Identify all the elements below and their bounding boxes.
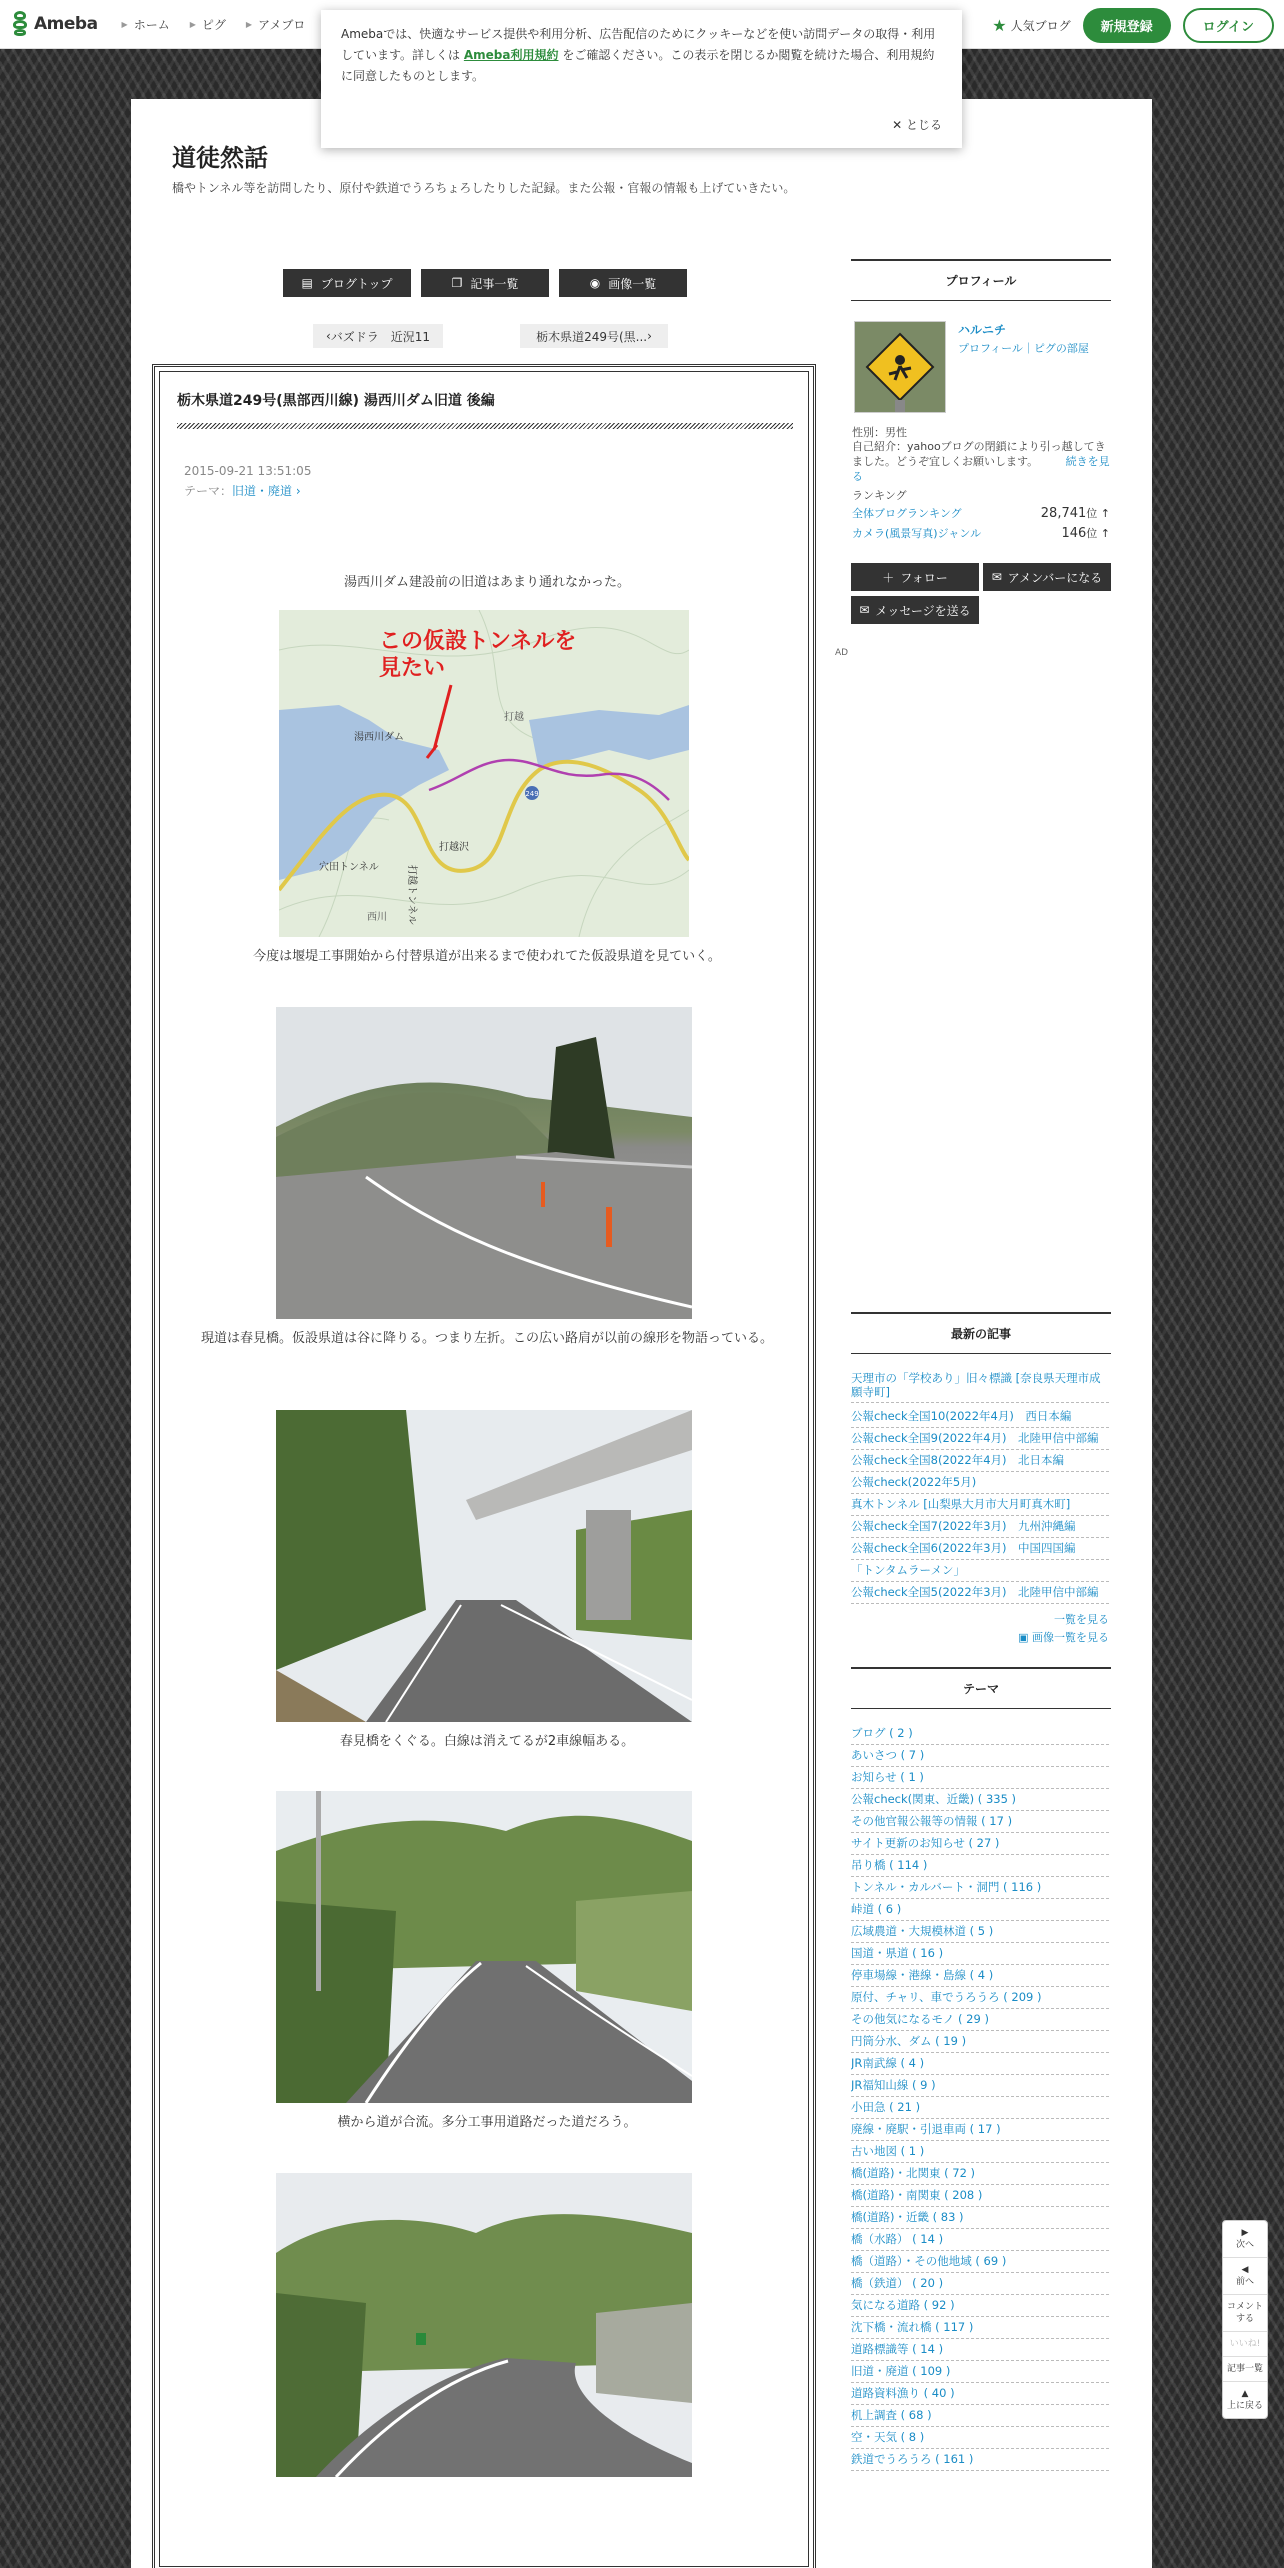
prev-label: 前へ [1235,2277,1254,2287]
chevron-left-icon: ‹ [325,329,331,343]
nav-ameblo-label: アメブロ [258,17,306,32]
recent-item[interactable]: 公報check全国10(2022年4月) 西日本編 [851,1406,1109,1428]
recent-all-link[interactable]: 一覧を見る [1054,1613,1109,1626]
theme-item[interactable]: 鉄道でうろうろ ( 161 ) [851,2449,1109,2471]
ranking-genre-value: 146 [1061,526,1087,541]
theme-item[interactable]: お知らせ ( 1 ) [851,1767,1109,1789]
article-theme [184,482,301,499]
profile-more-link[interactable]: 続きを見る [852,455,1110,483]
up-icon: ▲ [1241,2389,1249,2399]
ranking-overall: 全体ブログランキング 28,741位 ↑ [852,506,1110,521]
road-photo-2[interactable] [276,1410,692,1722]
chevron-right-icon: ▶ [189,19,196,29]
ameba-logo-icon [10,11,30,37]
amember-label: アメンバーになる [1007,570,1103,585]
photo-svg [276,1007,692,1319]
camera-icon: ◉ [589,276,601,290]
theme-item[interactable]: 橋(道路)・北関東 ( 72 ) [851,2163,1109,2185]
title-divider [177,423,793,429]
caption-1: 今度は堰堤工事開始から付替県道が出来るまで使われてた仮設県道を見ていく。 [253,949,721,964]
follow-button[interactable] [851,563,979,591]
blog-title[interactable]: 道徒然話 [172,144,268,172]
theme-item[interactable]: 沈下橋・流れ橋 ( 117 ) [851,2317,1109,2339]
article-date: 2015-09-21 13:51:05 [184,464,312,478]
photo-svg [276,1791,692,2103]
blog-top-label: ブログトップ [320,276,393,291]
chevron-right-icon: › [292,484,301,498]
recent-item[interactable]: 公報check全国5(2022年3月) 北陸甲信中部編 [851,1582,1109,1604]
mail-icon: ✉ [859,603,870,617]
theme-item[interactable]: 吊り橋 ( 114 ) [851,1855,1109,1877]
map-label-tunnel: 打越トンネル [406,865,417,925]
popular-blog-label: 人気ブログ [1010,19,1071,33]
message-button[interactable] [851,596,979,624]
map-svg [279,610,689,937]
blog-sheet [131,99,1152,2568]
theme-item[interactable]: 古い地図 ( 1 ) [851,2141,1109,2163]
recent-item[interactable]: 真木トンネル [山梨県大月市大月町真木町] [851,1494,1109,1516]
theme-item[interactable]: 机上調査 ( 68 ) [851,2405,1109,2427]
theme-item[interactable]: 橋(道路)・近畿 ( 83 ) [851,2207,1109,2229]
next-icon: ▶ [1241,2228,1249,2238]
document-icon: ▤ [301,276,313,290]
theme-item[interactable]: その他気になるモノ ( 29 ) [851,2009,1109,2031]
blog-top-button[interactable] [283,269,411,297]
profile-name[interactable]: ハルニチ [958,323,1007,337]
prev-article-label: バズドラ 近況11 [330,329,431,344]
nav-pigg[interactable] [190,16,226,33]
prev-button[interactable] [1223,2258,1267,2295]
article-list-label: 記事一覧 [470,276,519,291]
map-label-nishikawa: 西川 [367,912,387,923]
theme-item[interactable]: サイト更新のお知らせ ( 27 ) [851,1833,1109,1855]
route-number: 249 [525,790,539,798]
profile-avatar[interactable] [854,321,946,413]
map-label-dam: 湯西川ダム [354,732,404,743]
ranking-genre: カメラ(風景写真)ジャンル 146位 ↑ [852,526,1110,541]
amember-button[interactable] [983,563,1111,591]
ameba-logo[interactable] [10,11,98,37]
road-photo-3[interactable] [276,1791,692,2103]
prev-article-button[interactable] [313,324,443,348]
theme-item[interactable]: 停車場線・港線・島線 ( 4 ) [851,1965,1109,1987]
chevron-right-icon: › [647,329,652,343]
article-frame [152,364,816,2568]
plus-icon: ＋ [882,570,895,585]
theme-item[interactable]: 広域農道・大規模林道 ( 5 ) [851,1921,1109,1943]
avatar-svg [855,322,945,412]
recent-heading: 最新の記事 [851,1312,1111,1354]
popular-blog-link[interactable] [992,16,1070,35]
next-label: 次へ [1235,2240,1254,2250]
profile-links[interactable]: プロフィール｜ピグの部屋 [958,342,1089,355]
like-button[interactable]: いいね! [1223,2332,1267,2357]
ranking-unit: 位 [1086,507,1098,520]
ranking-overall-label[interactable]: 全体ブログランキング [852,507,962,520]
theme-item[interactable]: トンネル・カルバート・洞門 ( 116 ) [851,1877,1109,1899]
profile-heading: プロフィール [851,259,1111,301]
theme-item[interactable]: 国道・県道 ( 16 ) [851,1943,1109,1965]
theme-item[interactable]: 円筒分水、ダム ( 19 ) [851,2031,1109,2053]
theme-item[interactable]: ブログ ( 2 ) [851,1723,1109,1745]
article-intro: 湯西川ダム建設前の旧道はあまり通れなかった。 [343,575,630,590]
recent-item[interactable]: 公報check(2022年5月) [851,1472,1109,1494]
theme-item[interactable]: 橋（道路）・その他地域 ( 69 ) [851,2251,1109,2273]
recent-images-link[interactable] [851,1629,1109,1645]
cookie-text-2: をご確認ください。この表示を閉じるか閲覧を続けた場合、利用規約に同意したものとします。 [341,48,935,83]
recent-images-label: 画像一覧を見る [1032,1631,1109,1644]
recent-item[interactable]: 公報check全国7(2022年3月) 九州沖縄編 [851,1516,1109,1538]
theme-item[interactable]: 原付、チャリ、車でうろうろ ( 209 ) [851,1987,1109,2009]
theme-item[interactable]: 公報check(関東、近畿) ( 335 ) [851,1789,1109,1811]
theme-item[interactable]: JR福知山線 ( 9 ) [851,2075,1109,2097]
road-photo-1[interactable] [276,1007,692,1319]
theme-label: テーマ： [184,484,233,498]
floating-toolbar [1222,2220,1268,2419]
theme-item[interactable]: JR南武線 ( 4 ) [851,2053,1109,2075]
chat-icon: ✉ [991,570,1002,584]
cookie-notice [321,10,962,148]
theme-item[interactable]: 気になる道路 ( 92 ) [851,2295,1109,2317]
cookie-close-button[interactable]: ✕ とじる [892,118,942,132]
theme-link[interactable]: 旧道・廃道 [232,484,293,498]
nav-home[interactable] [122,16,170,33]
ranking-genre-label[interactable]: カメラ(風景写真)ジャンル [852,527,982,540]
nav-home-label: ホーム [133,17,170,32]
theme-item[interactable]: 空・天気 ( 8 ) [851,2427,1109,2449]
recent-item[interactable]: 公報check全国6(2022年3月) 中国四国編 [851,1538,1109,1560]
map-headline-1: この仮設トンネルを [379,629,577,654]
register-button[interactable]: 新規登録 [1083,8,1171,43]
recent-item[interactable]: 公報check全国8(2022年4月) 北日本編 [851,1450,1109,1472]
caption-4: 横から道が合流。多分工事用道路だった道だろう。 [337,2115,637,2130]
caption-2: 現道は春見橋。仮設県道は谷に降りる。つまり左折。この広い路肩が以前の線形を物語っている。 [200,1331,773,1346]
ranking-overall-value: 28,741 [1040,506,1087,521]
back-to-top-label: 上に戻る [1226,2401,1263,2411]
next-article-label: 栃木県道249号(黒... [536,329,648,344]
theme-item[interactable]: 峠道 ( 6 ) [851,1899,1109,1921]
comment-button[interactable]: コメントする [1223,2295,1267,2332]
map-headline-2: 見たい [379,656,446,681]
image-list-button[interactable] [559,269,687,297]
star-icon: ★ [992,16,1007,35]
article-title[interactable]: 栃木県道249号(黒部西川線) 湯西川ダム旧道 後編 [177,393,495,409]
recent-item[interactable]: 天理市の「学校あり」旧々標識 [奈良県天理市成願寺町] [851,1371,1109,1403]
recent-item[interactable]: 「トンタムラーメン」 [851,1560,1109,1582]
road-photo-4[interactable] [276,2173,692,2477]
nav-pigg-label: ピグ [201,17,226,32]
back-to-top-button[interactable] [1223,2382,1267,2418]
theme-item[interactable]: 旧道・廃道 ( 109 ) [851,2361,1109,2383]
map-image[interactable] [279,610,689,937]
nav-ameblo[interactable] [246,16,305,33]
article-list-float-button[interactable]: 記事一覧 [1223,2357,1267,2382]
profile-intro [852,439,1110,484]
image-icon: ▣ [1018,1631,1032,1644]
ranking-label: ランキング [852,489,907,502]
theme-item[interactable]: その他官報公報等の情報 ( 17 ) [851,1811,1109,1833]
profile-intro-text: 自己紹介：yahooブログの閉鎖により引っ越してきました。どうぞ宜しくお願いします。 [852,440,1106,468]
theme-item[interactable]: 橋（鉄道） ( 20 ) [851,2273,1109,2295]
profile-gender: 性別：男性 [852,426,907,439]
ad-label: AD [835,648,849,658]
map-label-uchigoe: 打越 [504,712,524,723]
map-label-anazuka: 穴田トンネル [319,862,379,873]
blog-description: 橋やトンネル等を訪問したり、原付や鉄道でうろちょろしたりした記録。また公報・官報の情報も上げていきたい。 [172,181,796,195]
chevron-right-icon: ▶ [245,19,253,29]
follow-label: フォロー [900,570,948,585]
cookie-text: Amebaでは、快適なサービス提供や利用分析、広告配信のためにクッキーなどを使い訪問データの取得・利用しています。詳しくは [341,27,936,62]
photo-svg [276,1410,692,1722]
article-list-button[interactable] [421,269,549,297]
ameba-logo-text: Ameba [34,14,98,34]
image-list-label: 画像一覧 [608,276,657,291]
next-article-button[interactable] [520,324,668,348]
theme-item[interactable]: 道路資料漁り ( 40 ) [851,2383,1109,2405]
next-button[interactable] [1223,2221,1267,2258]
theme-item[interactable]: あいさつ ( 7 ) [851,1745,1109,1767]
terms-link[interactable]: Ameba利用規約 [463,48,559,62]
copy-icon: ❐ [451,276,463,290]
map-label-uchigoezawa: 打越沢 [439,842,469,853]
theme-item[interactable]: 道路標識等 ( 14 ) [851,2339,1109,2361]
ranking-unit: 位 [1086,527,1098,540]
theme-item[interactable]: 廃線・廃駅・引退車両 ( 17 ) [851,2119,1109,2141]
recent-item[interactable]: 公報check全国9(2022年4月) 北陸甲信中部編 [851,1428,1109,1450]
theme-item[interactable]: 橋(道路)・南関東 ( 208 ) [851,2185,1109,2207]
login-button[interactable]: ログイン [1183,8,1274,43]
cookie-close-label: とじる [905,118,942,132]
theme-item[interactable]: 橋（水路） ( 14 ) [851,2229,1109,2251]
theme-heading: テーマ [851,1667,1111,1709]
message-label: メッセージを送る [875,603,971,618]
photo-svg [276,2173,692,2477]
theme-item[interactable]: 小田急 ( 21 ) [851,2097,1109,2119]
chevron-right-icon: ▶ [121,19,128,29]
prev-icon: ◀ [1241,2265,1249,2275]
caption-3: 春見橋をくぐる。白線は消えてるが2車線幅ある。 [339,1734,635,1749]
